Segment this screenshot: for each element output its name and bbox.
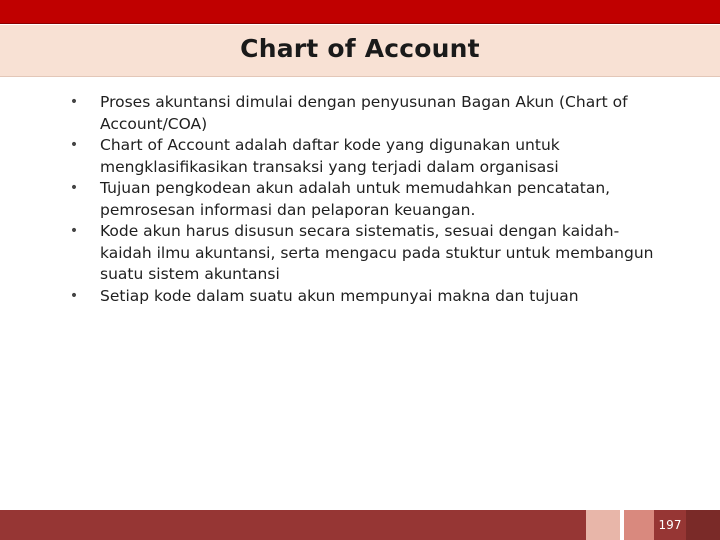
bullet-icon: •	[69, 223, 79, 239]
footer-main-segment	[0, 510, 586, 540]
bullet-text: Tujuan pengkodean akun adalah untuk memudahkan pencatatan, pemrosesan informasi dan pelaporan keuangan.	[100, 179, 611, 219]
bullet-icon: •	[69, 94, 79, 110]
page-number: 197	[654, 510, 686, 540]
footer-end-segment	[686, 510, 720, 540]
bullet-item	[68, 135, 658, 178]
bullet-text: Proses akuntansi dimulai dengan penyusunan Bagan Akun (Chart of Account/COA)	[100, 93, 628, 133]
bullet-list	[68, 92, 658, 307]
bullet-text: Setiap kode dalam suatu akun mempunyai makna dan tujuan	[100, 286, 579, 305]
bullet-icon: •	[69, 137, 79, 153]
footer-bar	[0, 510, 720, 540]
top-accent-bar	[0, 0, 720, 24]
bullet-icon: •	[69, 180, 79, 196]
bullet-text: Chart of Account adalah daftar kode yang digunakan untuk mengklasifikasikan transaksi yang terjadi dalam organisasi	[100, 136, 560, 176]
bullet-text: Kode akun harus disusun secara sistematis, sesuai dengan kaidah-kaidah ilmu akuntansi, serta mengacu pada stuktur untuk membangun suatu sistem akuntansi	[100, 222, 654, 283]
footer-mid-segment	[624, 510, 654, 540]
bullet-item	[68, 178, 658, 221]
bullet-item	[68, 92, 658, 135]
bullet-item	[68, 286, 658, 308]
slide-title: Chart of Account	[240, 34, 480, 63]
bullet-icon: •	[69, 287, 79, 304]
footer-light-segment	[586, 510, 620, 540]
bullet-item	[68, 221, 658, 286]
